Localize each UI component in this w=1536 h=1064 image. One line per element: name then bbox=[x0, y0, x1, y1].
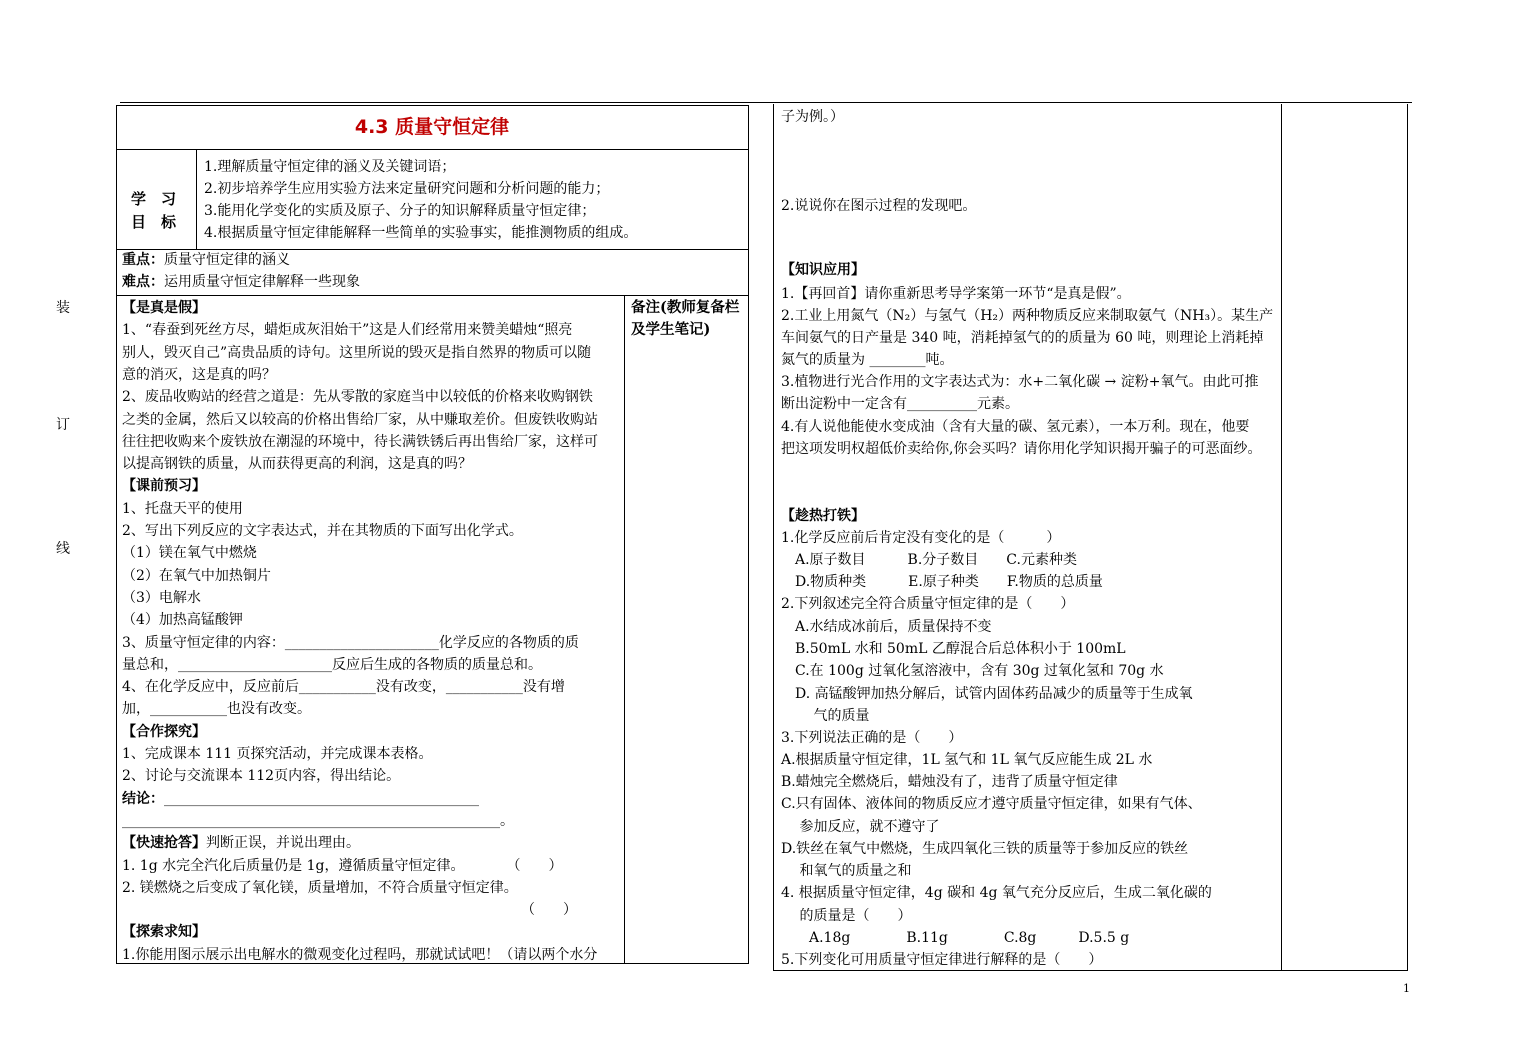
right-line: 4. 根据质量守恒定律，4g 碳和 4g 氧气充分反应后，生成二氧化碳的 bbox=[781, 885, 1212, 901]
right-line: D.物质种类 E.原子种类 F.物质的总质量 bbox=[781, 574, 1103, 590]
right-line: 参加反应，就不遵守了 bbox=[781, 819, 940, 835]
page-number: 1 bbox=[1403, 982, 1410, 995]
right-line: B.50mL 水和 50mL 乙醇混合后总体积小于 100mL bbox=[781, 641, 1126, 657]
goal-item: 1.理解质量守恒定律的涵义及关键词语； bbox=[204, 159, 456, 175]
left-line-lead: 【快速抢答】 bbox=[122, 835, 206, 852]
right-line: 和氧气的质量之和 bbox=[781, 863, 912, 879]
left-line-rest: _____________________________________________ bbox=[164, 790, 479, 807]
left-line: 1.你能用图示展示出电解水的微观变化过程吗，那就试试吧！（请以两个水分 bbox=[122, 946, 598, 963]
right-line: A.水结成冰前后，质量保持不变 bbox=[781, 619, 992, 635]
left-line-rest: 判断正误，并说出理由。 bbox=[206, 835, 360, 852]
right-line: B.蜡烛完全燃烧后，蜡烛没有了，违背了质量守恒定律 bbox=[781, 774, 1118, 790]
binding-char-3: 线 bbox=[56, 541, 70, 557]
left-line: 往往把收购来个废铁放在潮湿的环境中，待长满铁锈后再出售给厂家，这样可 bbox=[122, 433, 598, 450]
left-line: 意的消灭，这是真的吗？ bbox=[122, 366, 276, 383]
difficulty bbox=[122, 271, 360, 294]
left-line: （1）镁在氧气中燃烧 bbox=[122, 545, 257, 562]
right-line: 【知识应用】 bbox=[781, 262, 865, 278]
goal-item: 3.能用化学变化的实质及原子、分子的知识解释质量守恒定律； bbox=[204, 203, 596, 219]
left-line: 2. 镁燃烧之后变成了氧化镁，质量增加，不符合质量守恒定律。 bbox=[122, 879, 518, 896]
right-line: 断出淀粉中一定含有__________元素。 bbox=[781, 396, 1019, 412]
left-line: 1、托盘天平的使用 bbox=[122, 500, 243, 517]
key-point-label: 重点： bbox=[122, 252, 164, 268]
page-title: 4.3 质量守恒定律 bbox=[354, 116, 510, 138]
left-line: 3、质量守恒定律的内容：______________________化学反应的各物质的质 bbox=[122, 634, 579, 651]
right-line: 2.说说你在图示过程的发现吧。 bbox=[781, 198, 977, 214]
left-line: 之类的金属，然后又以较高的价格出售给厂家，从中赚取差价。但废铁收购站 bbox=[122, 411, 598, 428]
left-line: 加，___________也没有改变。 bbox=[122, 701, 311, 718]
binding-char-2: 订 bbox=[56, 417, 70, 433]
binding-char-1: 装 bbox=[56, 300, 70, 316]
goal-item: 2.初步培养学生应用实验方法来定量研究问题和分析问题的能力； bbox=[204, 181, 610, 197]
left-line: 量总和，______________________反应后生成的各物质的质量总和。 bbox=[122, 656, 542, 673]
right-line: 子为例。） bbox=[781, 109, 844, 125]
left-line: 2、废品收购站的经营之道是：先从零散的家庭当中以较低的价格来收购钢铁 bbox=[122, 389, 593, 406]
right-line: 气的质量 bbox=[781, 708, 870, 724]
right-line: 2.下列叙述完全符合质量守恒定律的是（ ） bbox=[781, 596, 1075, 612]
notes-header-2: 及学生笔记) bbox=[631, 321, 711, 338]
right-line: 【趁热打铁】 bbox=[781, 508, 865, 524]
right-line: A.原子数目 B.分子数目 C.元素种类 bbox=[781, 552, 1077, 568]
right-line: A.18g B.11g C.8g D.5.5 g bbox=[781, 930, 1130, 946]
left-line bbox=[122, 788, 479, 811]
left-line: 【探索求知】 bbox=[122, 924, 206, 941]
left-line: 1、“春蚕到死丝方尽，蜡炬成灰泪始干”这是人们经常用来赞美蜡烛“照亮 bbox=[122, 322, 573, 339]
left-line: 【课前预习】 bbox=[122, 478, 206, 495]
left-line: ______________________________________________________。 bbox=[122, 812, 514, 829]
left-line: 以提高钢铁的质量，从而获得更高的利润，这是真的吗？ bbox=[122, 456, 472, 473]
difficulty-text: 运用质量守恒定律解释一些现象 bbox=[164, 274, 360, 290]
notes-header-1: 备注(教师复备栏 bbox=[631, 299, 740, 316]
key-point bbox=[122, 249, 290, 272]
right-line: 氮气的质量为 ________吨。 bbox=[781, 352, 954, 368]
left-line: （ ） bbox=[122, 902, 577, 919]
left-line-lead: 结论： bbox=[122, 790, 164, 807]
key-point-text: 质量守恒定律的涵义 bbox=[164, 252, 290, 268]
left-line: （2）在氧气中加热铜片 bbox=[122, 567, 271, 584]
left-line: （4）加热高锰酸钾 bbox=[122, 612, 243, 629]
goals-label-2: 目 标 bbox=[131, 213, 177, 231]
left-line: 【是真是假】 bbox=[122, 300, 206, 316]
right-line: C.在 100g 过氧化氢溶液中，含有 30g 过氧化氢和 70g 水 bbox=[781, 663, 1164, 679]
right-line: 2.工业上用氮气（N₂）与氢气（H₂）两种物质反应来制取氨气（NH₃）。某生产 bbox=[781, 308, 1274, 324]
goals-label-1: 学 习 bbox=[131, 190, 177, 208]
left-line: 4、在化学反应中，反应前后___________没有改变，___________没有增 bbox=[122, 679, 565, 696]
right-line: 5.下列变化可用质量守恒定律进行解释的是（ ） bbox=[781, 952, 1103, 968]
right-line: A.根据质量守恒定律，1L 氢气和 1L 氧气反应能生成 2L 水 bbox=[781, 752, 1153, 768]
left-line: 【合作探究】 bbox=[122, 723, 206, 740]
right-line: 4.有人说他能使水变成油（含有大量的碳、氢元素），一本万利。现在，他要 bbox=[781, 419, 1250, 435]
left-line: 1. 1g 水完全汽化后质量仍是 1g，遵循质量守恒定律。 （ ） bbox=[122, 857, 563, 874]
left-line: 2、写出下列反应的文字表达式，并在其物质的下面写出化学式。 bbox=[122, 523, 523, 539]
left-line: 1、完成课本 111 页探究活动，并完成课本表格。 bbox=[122, 746, 433, 762]
left-line: （3）电解水 bbox=[122, 589, 201, 606]
right-line: 1.【再回首】请你重新思考导学案第一环节“是真是假”。 bbox=[781, 286, 1131, 302]
left-line: 别人，毁灭自己”高贵品质的诗句。这里所说的毁灭是指自然界的物质可以随 bbox=[122, 344, 592, 361]
right-line: 3.下列说法正确的是（ ） bbox=[781, 730, 963, 746]
right-line: 把这项发明权超低价卖给你,你会买吗？请你用化学知识揭开骗子的可恶面纱。 bbox=[781, 441, 1262, 457]
right-line: 1.化学反应前后肯定没有变化的是（ ） bbox=[781, 530, 1061, 546]
right-line: D. 高锰酸钾加热分解后，试管内固体药品减少的质量等于生成氧 bbox=[781, 686, 1193, 702]
right-line: D.铁丝在氧气中燃烧，生成四氧化三铁的质量等于参加反应的铁丝 bbox=[781, 841, 1189, 857]
left-line bbox=[122, 832, 360, 855]
goal-item: 4.根据质量守恒定律能解释一些简单的实验事实，能推测物质的组成。 bbox=[204, 225, 638, 241]
right-line: 3.植物进行光合作用的文字表达式为：水+二氧化碳 → 淀粉+氧气。由此可推 bbox=[781, 374, 1259, 390]
right-line: 车间氨气的日产量是 340 吨，消耗掉氢气的的质量为 60 吨，则理论上消耗掉 bbox=[781, 330, 1264, 346]
difficulty-label: 难点： bbox=[122, 274, 164, 290]
left-line: 2、讨论与交流课本 112页内容，得出结论。 bbox=[122, 768, 401, 785]
right-line: 的质量是（ ） bbox=[781, 908, 912, 924]
right-line: C.只有固体、液体间的物质反应才遵守质量守恒定律，如果有气体、 bbox=[781, 796, 1202, 812]
